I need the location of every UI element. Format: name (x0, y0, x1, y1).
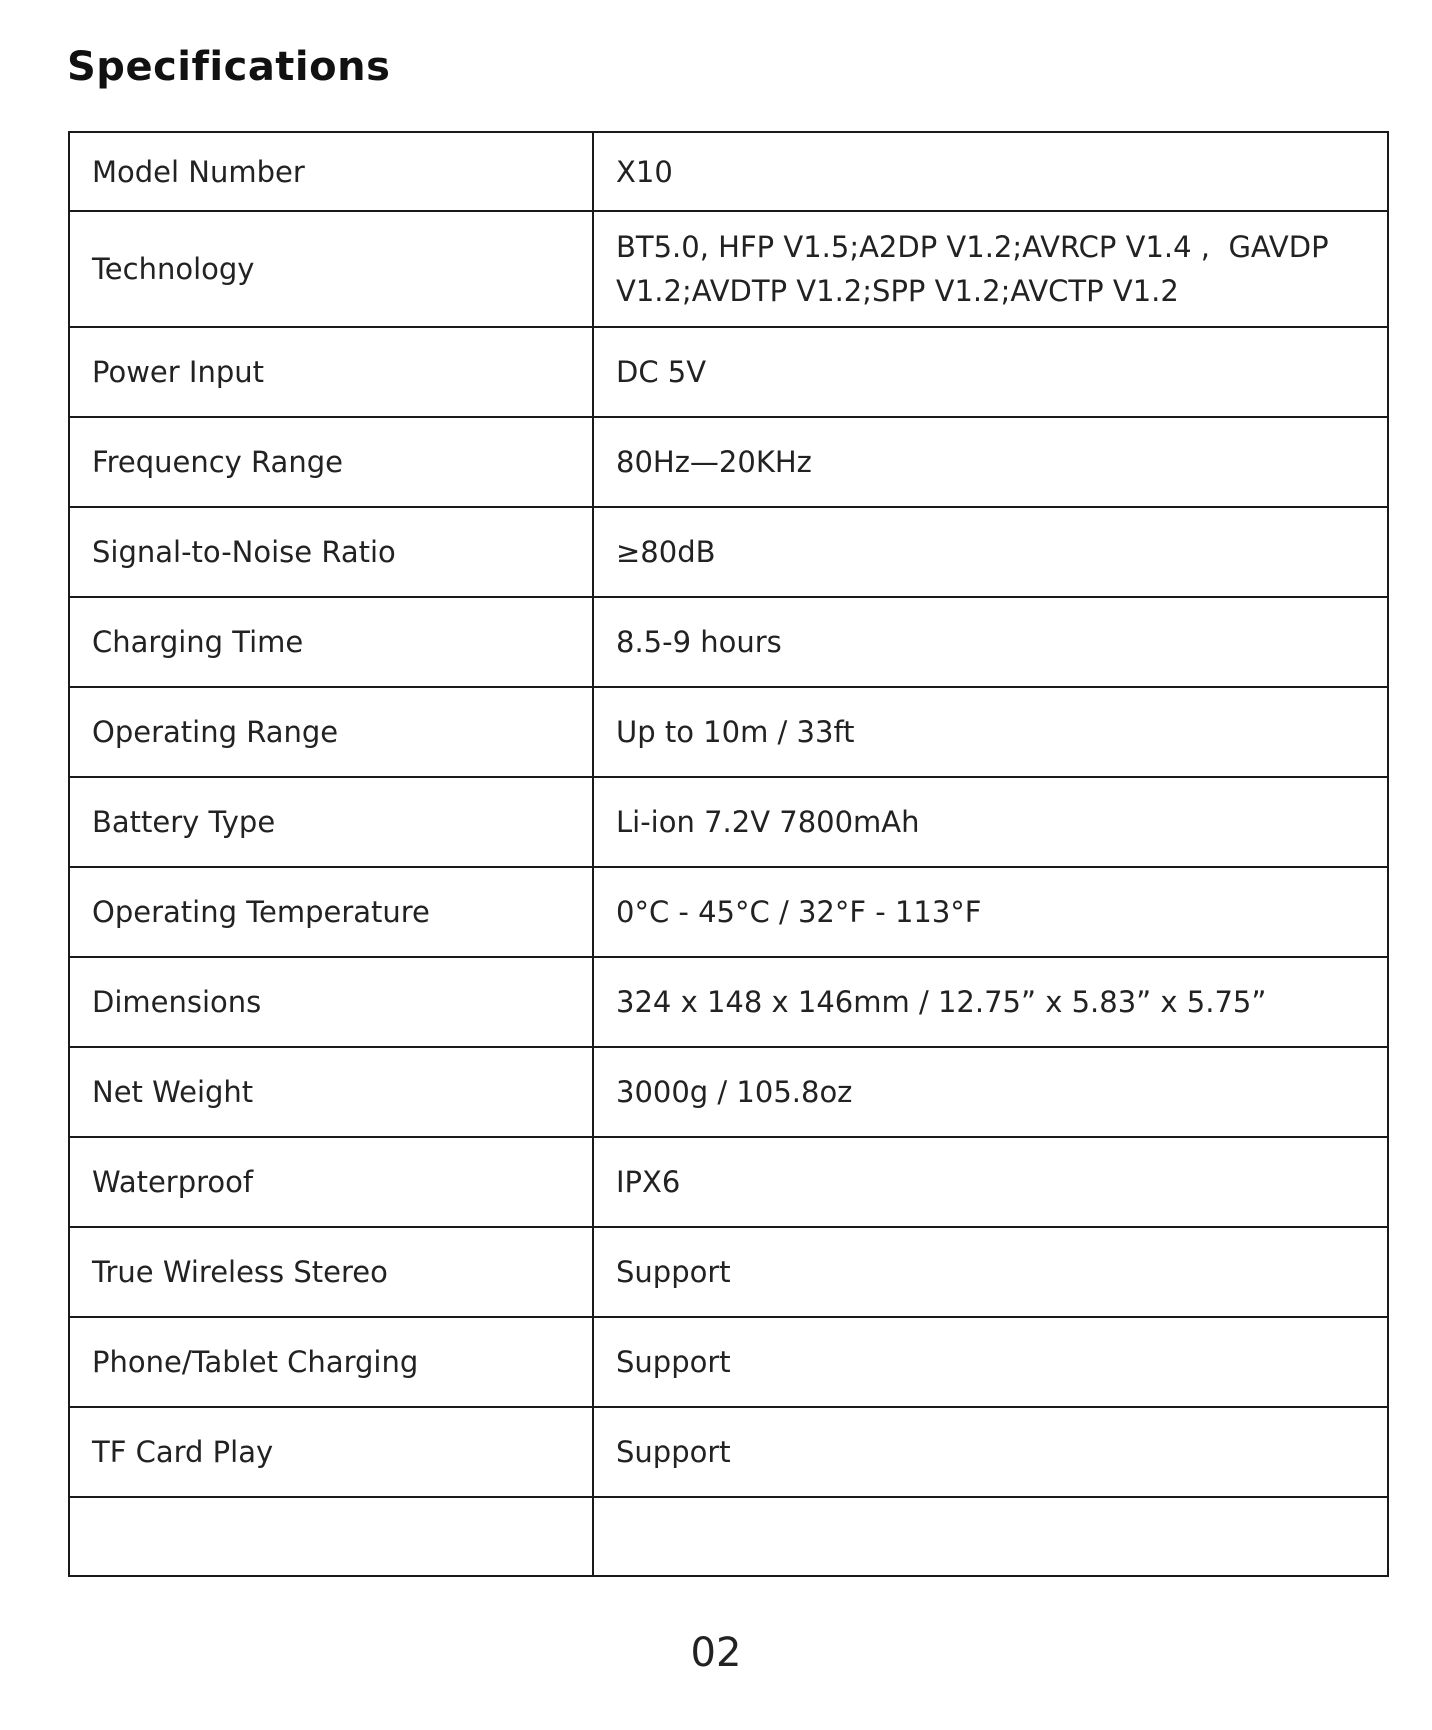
spec-value: ≥80dB (593, 507, 1388, 597)
specifications-table (68, 131, 1389, 1577)
spec-value: 324 x 148 x 146mm / 12.75” x 5.83” x 5.75” (593, 957, 1388, 1047)
spec-label: True Wireless Stereo (69, 1227, 593, 1317)
table-row (69, 1227, 1388, 1317)
table-row (69, 132, 1388, 211)
table-row (69, 867, 1388, 957)
spec-value: Support (593, 1227, 1388, 1317)
table-row-empty (69, 1497, 1388, 1576)
table-row (69, 327, 1388, 417)
spec-value: BT5.0, HFP V1.5;A2DP V1.2;AVRCP V1.4 , GAVDP V1.2;AVDTP V1.2;SPP V1.2;AVCTP V1.2 (593, 211, 1388, 327)
spec-value: Support (593, 1317, 1388, 1407)
spec-value: IPX6 (593, 1137, 1388, 1227)
spec-label: Dimensions (69, 957, 593, 1047)
spec-label: Phone/Tablet Charging (69, 1317, 593, 1407)
table-row (69, 597, 1388, 687)
table-row (69, 777, 1388, 867)
spec-label: Net Weight (69, 1047, 593, 1137)
spec-value: Li-ion 7.2V 7800mAh (593, 777, 1388, 867)
spec-value: X10 (593, 132, 1388, 211)
spec-label: Operating Temperature (69, 867, 593, 957)
page-title: Specifications (67, 44, 391, 90)
table-row (69, 1407, 1388, 1497)
table-row (69, 957, 1388, 1047)
table-row (69, 417, 1388, 507)
page-number: 02 (690, 1630, 742, 1676)
spec-label: Model Number (69, 132, 593, 211)
table-row (69, 687, 1388, 777)
spec-label: Technology (69, 211, 593, 327)
table-row (69, 1047, 1388, 1137)
spec-label: Frequency Range (69, 417, 593, 507)
spec-value: 0°C - 45°C / 32°F - 113°F (593, 867, 1388, 957)
spec-value: 8.5-9 hours (593, 597, 1388, 687)
spec-label: Waterproof (69, 1137, 593, 1227)
spec-label (69, 1497, 593, 1576)
table-row (69, 211, 1388, 327)
table-row (69, 507, 1388, 597)
spec-value: DC 5V (593, 327, 1388, 417)
spec-value: 3000g / 105.8oz (593, 1047, 1388, 1137)
spec-value: 80Hz—20KHz (593, 417, 1388, 507)
spec-label: Charging Time (69, 597, 593, 687)
spec-label: TF Card Play (69, 1407, 593, 1497)
spec-value (593, 1497, 1388, 1576)
table-row (69, 1137, 1388, 1227)
spec-label: Battery Type (69, 777, 593, 867)
spec-label: Operating Range (69, 687, 593, 777)
table-row (69, 1317, 1388, 1407)
spec-value: Up to 10m / 33ft (593, 687, 1388, 777)
spec-value: Support (593, 1407, 1388, 1497)
spec-label: Signal-to-Noise Ratio (69, 507, 593, 597)
spec-label: Power Input (69, 327, 593, 417)
